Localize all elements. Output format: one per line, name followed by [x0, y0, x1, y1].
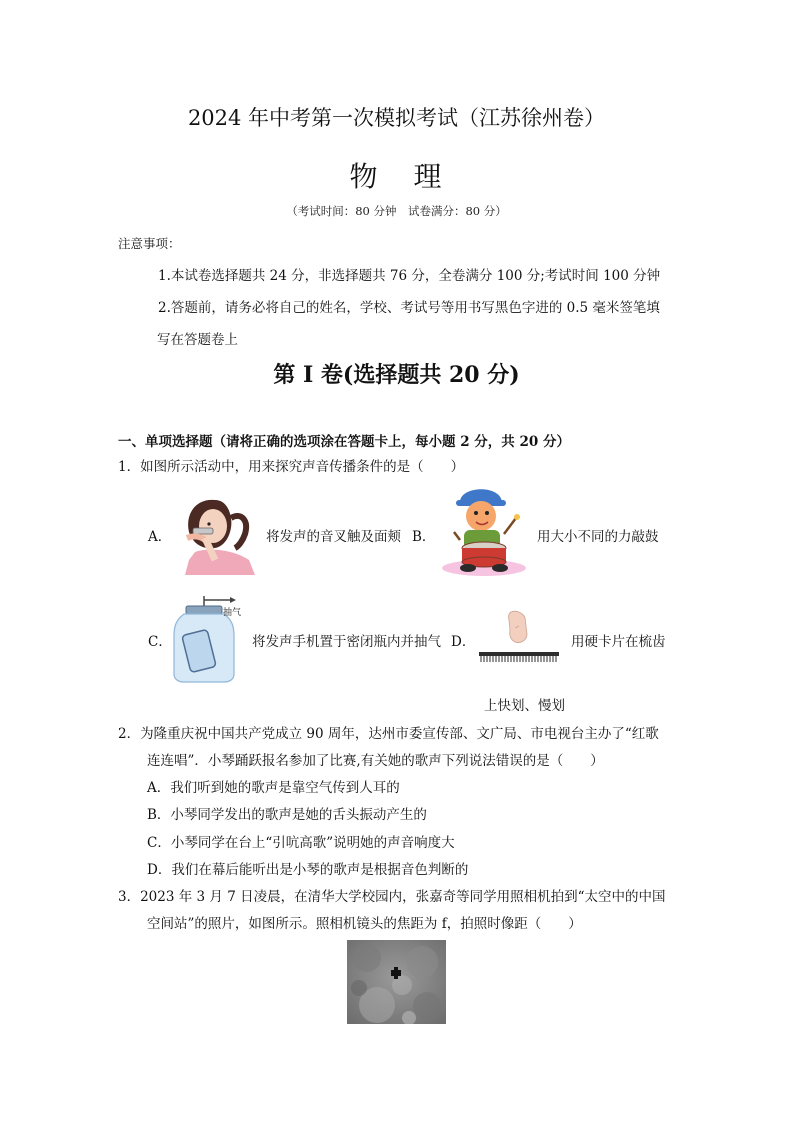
q3-stem-line-1: 3．2023 年 3 月 7 日凌晨，在清华大学校园内，张嘉奇等同学用照相机拍到“太空中的中国	[118, 889, 666, 905]
notice-item-1: 1.本试卷选择题共 24 分，非选择题共 76 分，全卷满分 100 分;考试时间 100 分钟	[158, 268, 661, 284]
q2-option-d: D．我们在幕后能听出是小琴的歌声是根据音色判断的	[147, 862, 469, 878]
subject-char-1: 物	[349, 160, 380, 193]
notice-item-2: 2.答题前，请务必将自己的姓名，学校、考试号等用书写黑色字进的 0.5 毫米签笔填	[158, 300, 660, 316]
subject-char-2: 理	[413, 160, 444, 193]
boy-drum-image	[438, 482, 530, 577]
exam-info: （考试时间：80 分钟 试卷满分：80 分）	[286, 204, 507, 218]
q2-option-c: C．小琴同学在台上“引吭高歌”说明她的声音响度大	[147, 835, 455, 851]
q1-option-c-letter: C．	[148, 634, 172, 650]
q1-option-d-text: 用硬卡片在梳齿	[571, 634, 666, 650]
space-station-photo	[347, 940, 446, 1024]
q1-option-b-letter: B．	[412, 529, 436, 545]
girl-tuning-fork-image	[175, 490, 260, 575]
q1-stem: 1．如图所示活动中，用来探究声音传播条件的是（ ）	[118, 459, 465, 475]
q1-option-d-text-cont: 上快划、慢划	[484, 698, 565, 714]
subject-title	[0, 155, 793, 195]
q2-option-a: A．我们听到她的歌声是靠空气传到人耳的	[147, 780, 400, 796]
q1-option-d-letter: D．	[451, 634, 476, 650]
notice-heading: 注意事项：	[118, 236, 181, 251]
q3-stem-line-2: 空间站”的照片，如图所示。照相机镜头的焦距为 f，拍照时像距（ ）	[147, 916, 582, 932]
pump-air-label: 抽气	[223, 608, 242, 618]
part-title: 第 I 卷(选择题共 20 分)	[273, 362, 520, 388]
section-heading: 一、单项选择题（请将正确的选项涂在答题卡上，每小题 2 分，共 20 分）	[118, 434, 570, 450]
q1-option-c-text: 将发声手机置于密闭瓶内并抽气	[252, 634, 441, 650]
comb-card-image	[475, 608, 565, 668]
q1-option-b-text: 用大小不同的力敲鼓	[537, 529, 659, 545]
q1-option-a-letter: A．	[148, 529, 172, 545]
q1-option-a-text: 将发声的音叉触及面颊	[266, 529, 401, 545]
q2-stem-line-2: 连连唱”．小琴踊跃报名参加了比赛,有关她的歌声下列说法错误的是（ ）	[147, 753, 604, 769]
q2-option-b: B．小琴同学发出的歌声是她的舌头振动产生的	[147, 807, 427, 823]
notice-item-2-cont: 写在答题卷上	[157, 332, 238, 348]
q2-stem-line-1: 2．为隆重庆祝中国共产党成立 90 周年，达州市委宣传部、文广局、市电视台主办了“红歌	[118, 726, 659, 742]
exam-title: 2024 年中考第一次模拟考试（江苏徐州卷）	[187, 106, 606, 130]
